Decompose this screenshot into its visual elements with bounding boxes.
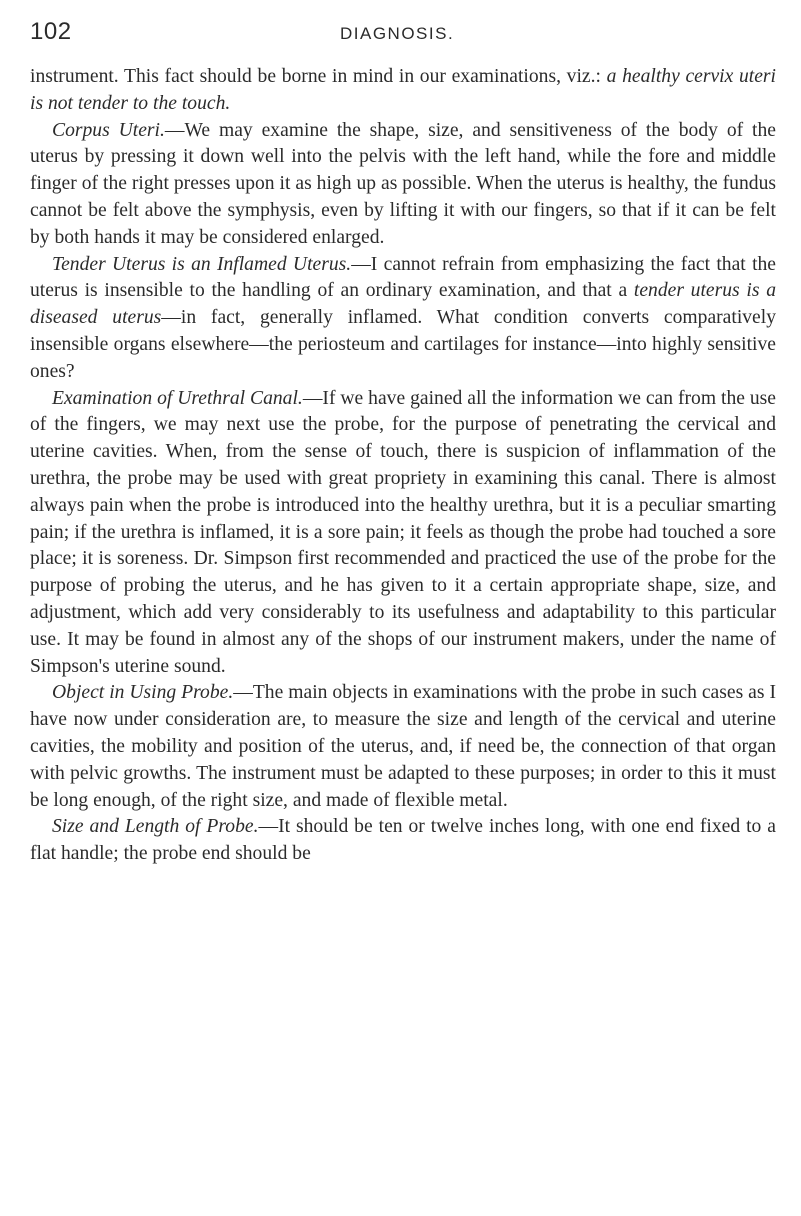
body-text [30, 64, 776, 868]
running-head [30, 18, 771, 48]
section-heading: Size and Length of Probe. [52, 816, 259, 838]
section-heading: Corpus Uteri. [52, 119, 165, 141]
emphasis-text: tender uterus is a diseased uterus [30, 280, 776, 329]
running-title: DIAGNOSIS. [340, 24, 455, 43]
paragraph-corpus-uteri [30, 118, 776, 252]
paragraph-text: instrument. This fact should be borne in mind in our examinations, viz.: [30, 66, 607, 87]
paragraph-text: —I cannot refrain from emphasizing the fact that the uterus is insensible to the handling of an ordinary examination, and that a [30, 253, 777, 302]
emphasis-text: a healthy cervix uteri is not tender to the touch. [30, 66, 776, 114]
paragraph-text: —If we have gained all the information we can from the use of the fingers, we may next use the probe, for the purpose of penetrating the cervical and uterine cavities. When, from the sense of touch, there is suspicion of inflammation of the urethra, the probe may be used with great propriety in examining this canal. There is almost always pain when the probe is introduced into the healthy urethra, but it is a peculiar smarting pain; if the urethra is inflamed, it is a sore pain; it feels as though the probe had touched a sore place; it is soreness. Dr. Simpson first recommended and practiced the use of the probe for the purpose of probing the uterus, and he has given to it a certain appropriate shape, size, and adjustment, which add very considerably to its usefulness and adaptability to this particular use. It may be found in almost any of the shops of our instrument makers, under the name of Simpson's uterine sound. [30, 387, 776, 677]
paragraph-continuation [30, 64, 776, 118]
page-number: 102 [30, 18, 72, 45]
section-heading: Object in Using Probe. [52, 682, 234, 704]
paragraph-text: —We may examine the shape, size, and sensitiveness of the body of the uterus by pressing it down well into the pelvis with the left hand, while the fore and middle finger of the right presses upon it as high up as possible. When the uterus is healthy, the fundus cannot be felt above the symphysis, even by lifting it with our fingers, so that if it can be felt by both hands it may be considered enlarged. [30, 119, 776, 248]
paragraph-tender-uterus [30, 252, 776, 386]
paragraph-size-length-probe [30, 814, 776, 868]
paragraph-urethral-canal [30, 386, 776, 681]
paragraph-text: —in fact, generally inflamed. What condition converts comparatively insensible organs elsewhere—the periosteum and cartilages for instance—into highly sensitive ones? [30, 307, 776, 382]
paragraph-text: —It should be ten or twelve inches long, with one end fixed to a flat handle; the probe end should be [30, 816, 776, 865]
paragraph-object-probe [30, 680, 776, 814]
section-heading: Examination of Urethral Canal. [52, 387, 303, 409]
section-heading: Tender Uterus is an Inflamed Uterus. [52, 253, 352, 275]
paragraph-text: —The main objects in examinations with the probe in such cases as I have now under consideration are, to measure the size and length of the cervical and uterine cavities, the mobility and position of the uterus, and, if need be, the connection of that organ with pelvic growths. The instrument must be adapted to these purposes; in order to this it must be long enough, of the right size, and made of flexible metal. [30, 682, 776, 811]
